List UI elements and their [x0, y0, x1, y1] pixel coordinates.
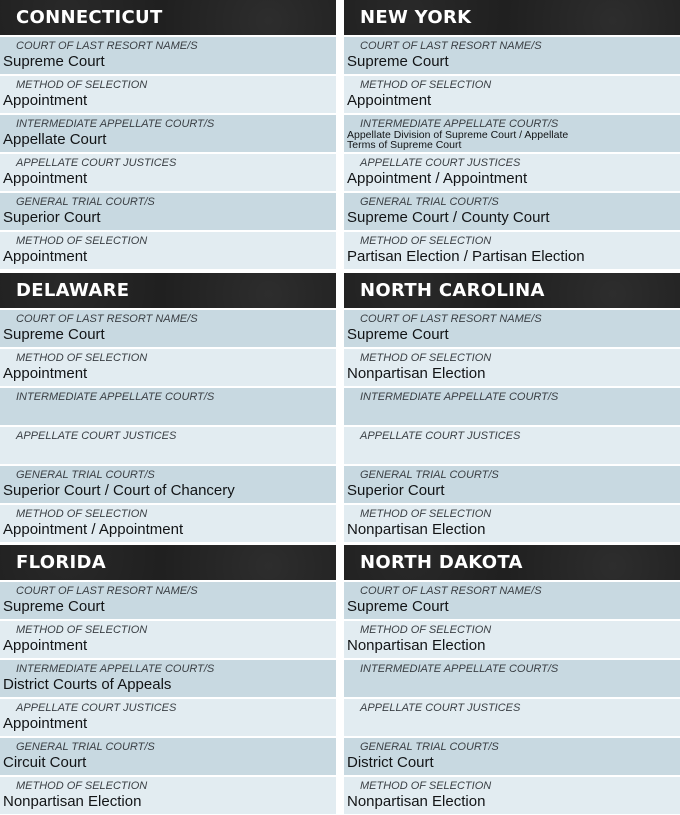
- trial-selection-row: [0, 505, 336, 542]
- intermediate-appellate-row: [344, 660, 680, 697]
- state-north-dakota: [344, 545, 680, 815]
- field-value: Appellate Court: [3, 131, 107, 148]
- trial-selection-row: [0, 777, 336, 814]
- field-label: GENERAL TRIAL COURT/S: [16, 741, 155, 753]
- appellate-justices-row: [0, 699, 336, 736]
- field-value: Nonpartisan Election: [347, 637, 486, 654]
- appellate-justices-row: [344, 154, 680, 191]
- field-label: COURT OF LAST RESORT NAME/S: [360, 312, 542, 325]
- field-label: APPELLATE COURT JUSTICES: [16, 157, 177, 169]
- field-label: COURT OF LAST RESORT NAME/S: [360, 585, 542, 597]
- field-label: APPELLATE COURT JUSTICES: [360, 157, 521, 169]
- last-resort-selection-row: [0, 349, 336, 386]
- field-label: METHOD OF SELECTION: [16, 507, 148, 520]
- field-value: Circuit Court: [3, 754, 87, 771]
- state-north-carolina: [344, 273, 680, 546]
- general-trial-row: [0, 466, 336, 503]
- trial-selection-row: [344, 505, 680, 542]
- field-label: APPELLATE COURT JUSTICES: [360, 702, 521, 714]
- field-value: Nonpartisan Election: [347, 364, 486, 382]
- field-value: District Courts of Appeals: [3, 676, 172, 693]
- state-name: DELAWARE: [0, 273, 336, 308]
- state-new-york: [344, 0, 680, 273]
- field-label: METHOD OF SELECTION: [360, 235, 492, 247]
- intermediate-appellate-row: [344, 388, 680, 425]
- field-label: INTERMEDIATE APPELLATE COURT/S: [16, 663, 215, 675]
- field-label: METHOD OF SELECTION: [16, 780, 148, 792]
- general-trial-row: [344, 193, 680, 230]
- field-label: APPELLATE COURT JUSTICES: [16, 429, 177, 442]
- general-trial-row: [344, 466, 680, 503]
- field-label: GENERAL TRIAL COURT/S: [16, 468, 155, 481]
- field-value: Supreme Court: [3, 598, 105, 615]
- appellate-justices-row: [0, 427, 336, 464]
- last-resort-selection-row: [0, 621, 336, 658]
- field-label: INTERMEDIATE APPELLATE COURT/S: [16, 118, 215, 130]
- field-label: METHOD OF SELECTION: [16, 79, 148, 91]
- field-value: Appointment: [3, 715, 88, 732]
- field-value: Appointment: [3, 248, 88, 265]
- state-name: NORTH CAROLINA: [344, 273, 680, 308]
- field-value: Appointment: [347, 92, 432, 109]
- general-trial-row: [344, 738, 680, 775]
- field-value: Supreme Court: [347, 53, 449, 70]
- appellate-justices-row: [344, 427, 680, 464]
- field-label: INTERMEDIATE APPELLATE COURT/S: [360, 663, 559, 675]
- field-label: GENERAL TRIAL COURT/S: [360, 468, 499, 481]
- field-label: METHOD OF SELECTION: [360, 780, 492, 792]
- field-value: Nonpartisan Election: [3, 793, 142, 810]
- last-resort-selection-row: [0, 76, 336, 113]
- field-label: GENERAL TRIAL COURT/S: [360, 196, 499, 208]
- intermediate-appellate-row: [0, 660, 336, 697]
- field-value: Appointment: [3, 170, 88, 187]
- court-last-resort-row: [0, 37, 336, 74]
- state-name: CONNECTICUT: [0, 0, 336, 35]
- state-connecticut: [0, 0, 336, 273]
- state-name: FLORIDA: [0, 545, 336, 580]
- field-label: METHOD OF SELECTION: [360, 79, 492, 91]
- trial-selection-row: [344, 232, 680, 269]
- field-label: COURT OF LAST RESORT NAME/S: [360, 40, 542, 52]
- field-value: Appointment / Appointment: [3, 520, 184, 538]
- court-last-resort-row: [344, 582, 680, 619]
- appellate-justices-row: [344, 699, 680, 736]
- field-value: Appointment: [3, 637, 88, 654]
- field-value: Appointment / Appointment: [347, 170, 528, 187]
- field-value: District Court: [347, 754, 434, 771]
- field-value: Superior Court / Court of Chancery: [3, 481, 235, 499]
- field-value: Supreme Court: [3, 53, 105, 70]
- last-resort-selection-row: [344, 621, 680, 658]
- intermediate-appellate-row: [344, 115, 680, 152]
- field-value: Appointment: [3, 92, 88, 109]
- field-label: METHOD OF SELECTION: [16, 351, 148, 364]
- general-trial-row: [0, 738, 336, 775]
- field-value: Appointment: [3, 364, 88, 382]
- general-trial-row: [0, 193, 336, 230]
- field-value: Appellate Division of Supreme Court / Appellate Terms of Supreme Court: [347, 129, 569, 151]
- right-column: [344, 0, 680, 815]
- field-label: METHOD OF SELECTION: [360, 624, 492, 636]
- field-label: METHOD OF SELECTION: [360, 507, 492, 520]
- field-label: APPELLATE COURT JUSTICES: [16, 702, 177, 714]
- field-label: METHOD OF SELECTION: [16, 624, 148, 636]
- field-value: Nonpartisan Election: [347, 520, 486, 538]
- state-name: NEW YORK: [344, 0, 680, 35]
- field-value: Superior Court: [3, 209, 101, 226]
- field-label: GENERAL TRIAL COURT/S: [360, 741, 499, 753]
- court-last-resort-row: [0, 310, 336, 347]
- field-value: Partisan Election / Partisan Election: [347, 248, 585, 265]
- court-last-resort-row: [344, 310, 680, 347]
- field-label: INTERMEDIATE APPELLATE COURT/S: [360, 118, 559, 130]
- court-last-resort-row: [0, 582, 336, 619]
- field-label: COURT OF LAST RESORT NAME/S: [16, 585, 198, 597]
- intermediate-appellate-row: [0, 115, 336, 152]
- last-resort-selection-row: [344, 349, 680, 386]
- field-label: COURT OF LAST RESORT NAME/S: [16, 312, 198, 325]
- field-label: INTERMEDIATE APPELLATE COURT/S: [360, 390, 559, 403]
- field-value: Nonpartisan Election: [347, 793, 486, 810]
- intermediate-appellate-row: [0, 388, 336, 425]
- field-label: INTERMEDIATE APPELLATE COURT/S: [16, 390, 215, 403]
- field-label: APPELLATE COURT JUSTICES: [360, 429, 521, 442]
- field-value: Supreme Court: [347, 598, 449, 615]
- state-name: NORTH DAKOTA: [344, 545, 680, 580]
- left-column: [0, 0, 336, 815]
- field-value: Supreme Court / County Court: [347, 209, 550, 226]
- field-value: Supreme Court: [347, 325, 449, 343]
- last-resort-selection-row: [344, 76, 680, 113]
- field-label: GENERAL TRIAL COURT/S: [16, 196, 155, 208]
- trial-selection-row: [0, 232, 336, 269]
- state-delaware: [0, 273, 336, 546]
- court-last-resort-row: [344, 37, 680, 74]
- field-label: COURT OF LAST RESORT NAME/S: [16, 40, 198, 52]
- field-value: Superior Court: [347, 481, 445, 499]
- field-label: METHOD OF SELECTION: [16, 235, 148, 247]
- field-label: METHOD OF SELECTION: [360, 351, 492, 364]
- trial-selection-row: [344, 777, 680, 814]
- field-value: Supreme Court: [3, 325, 105, 343]
- state-florida: [0, 545, 336, 815]
- appellate-justices-row: [0, 154, 336, 191]
